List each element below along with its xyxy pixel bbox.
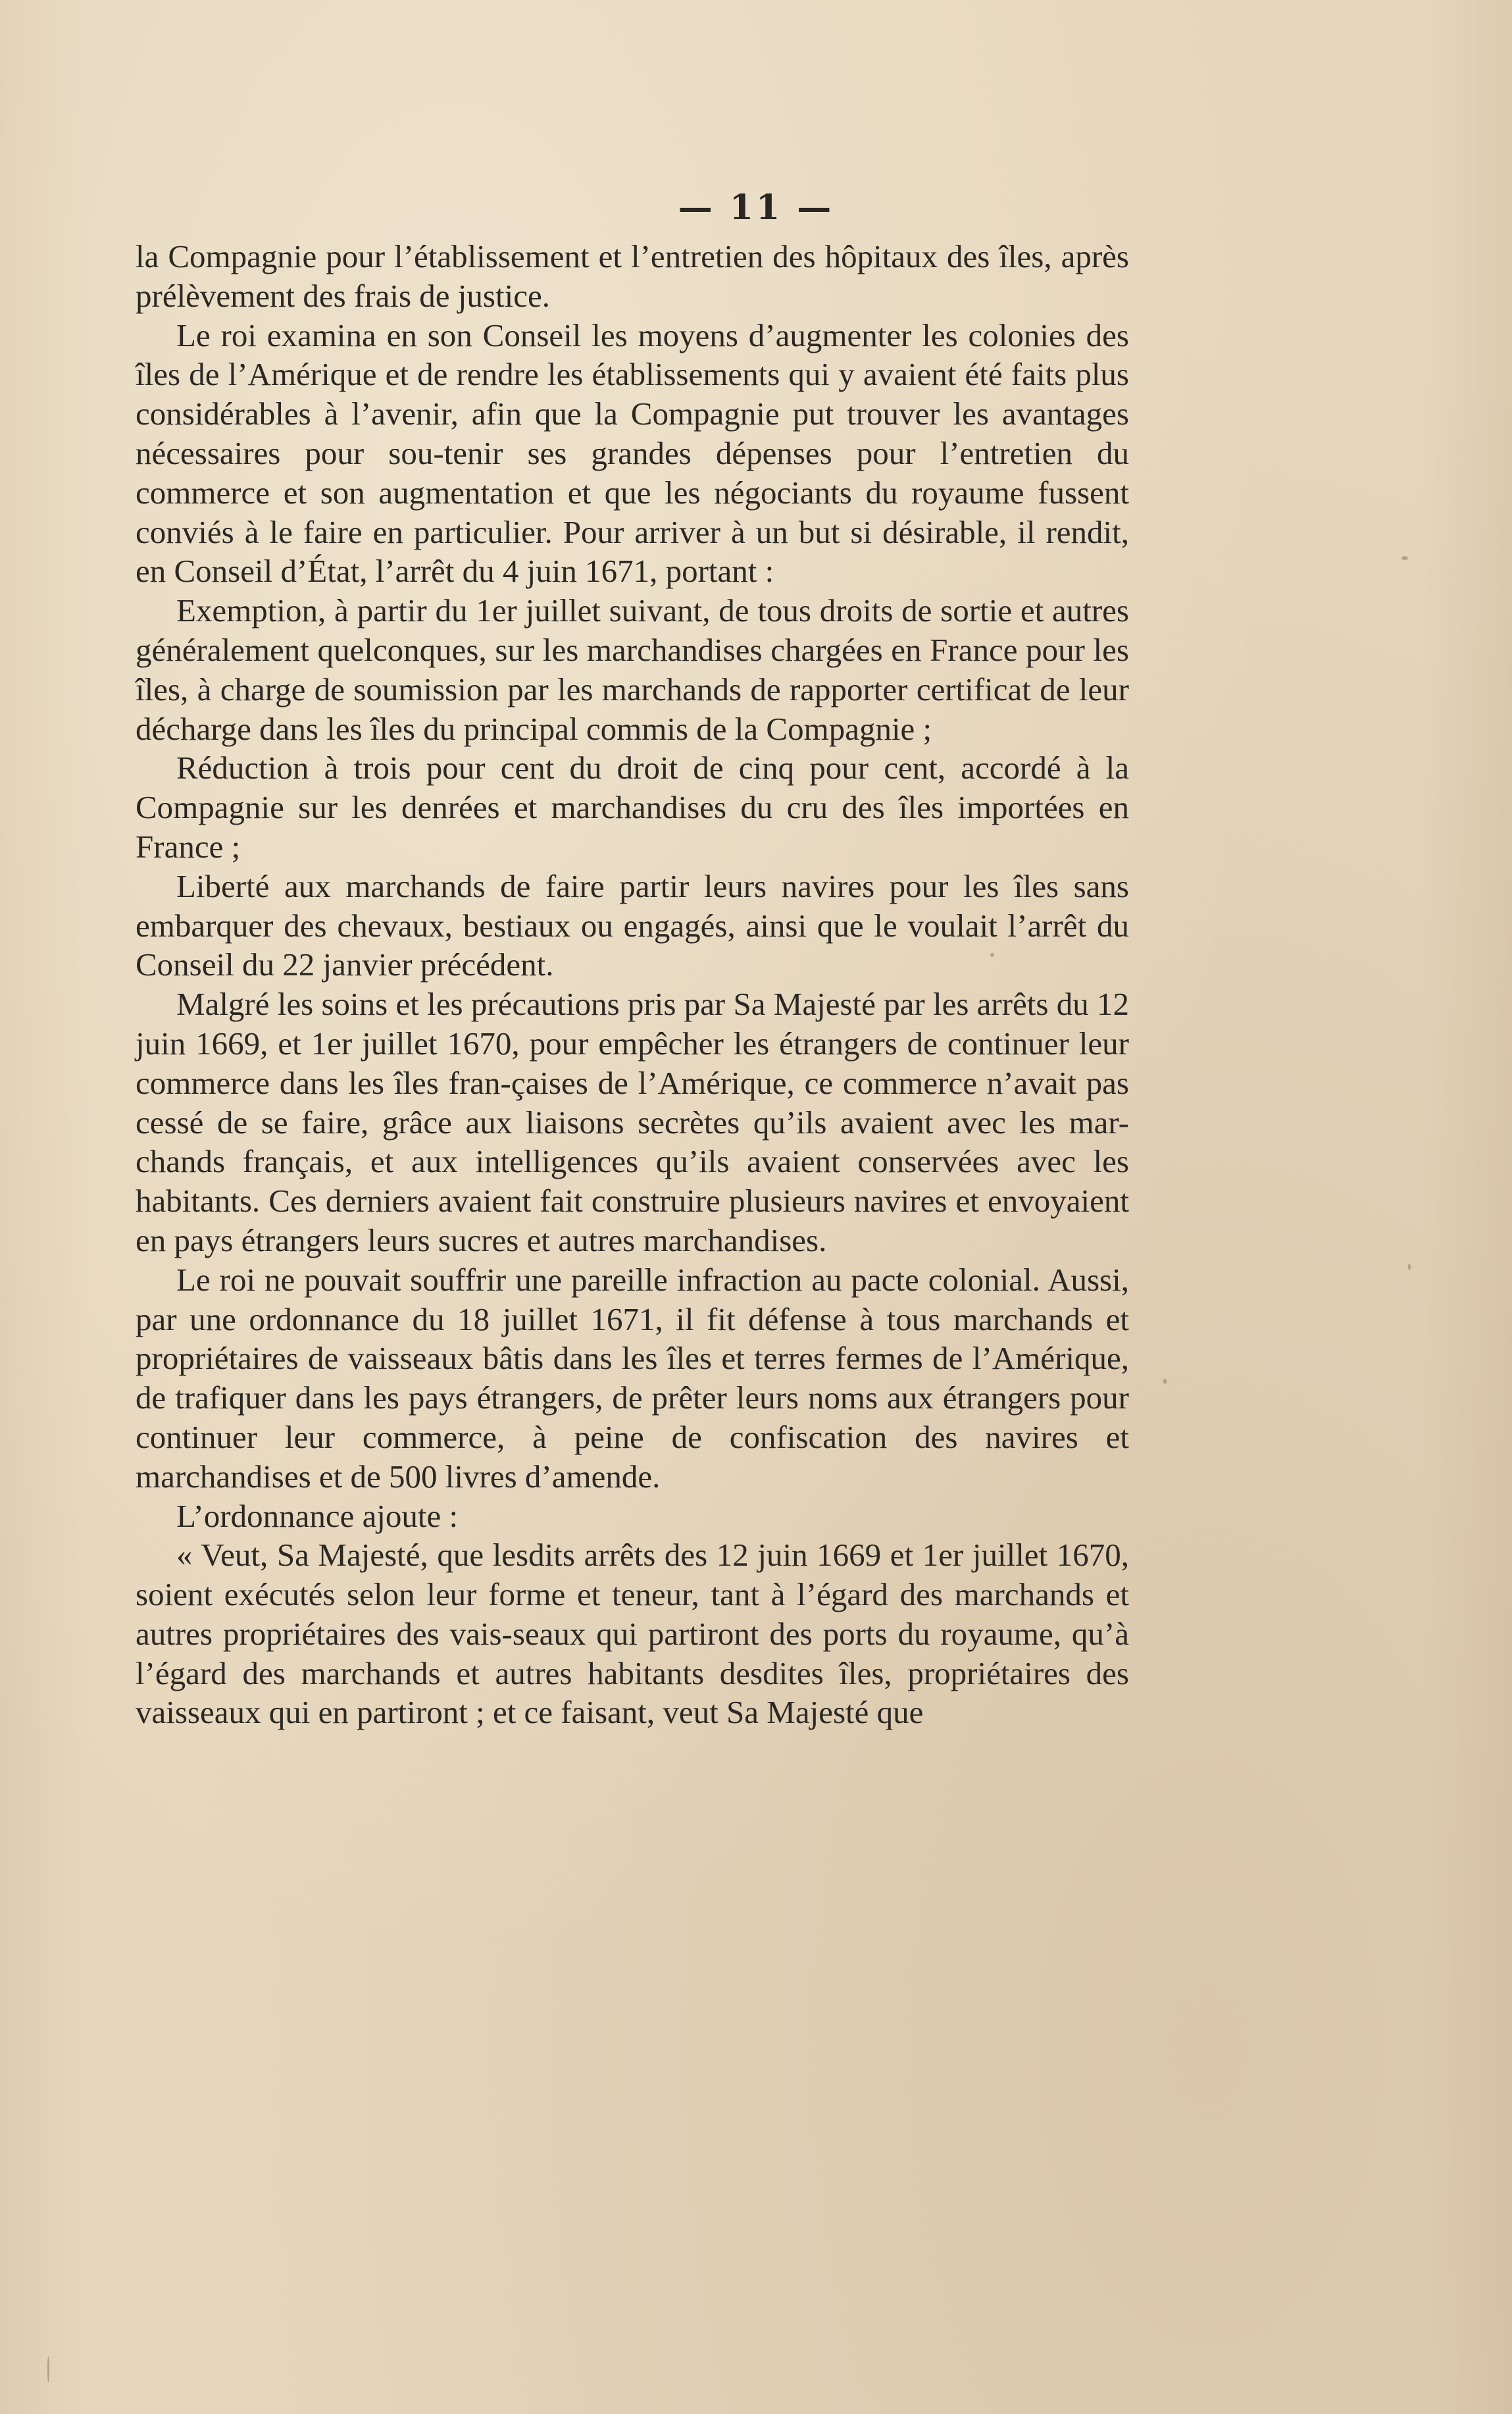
paper-speck — [990, 953, 994, 957]
paper-speck — [1408, 1264, 1411, 1270]
paragraph-5: Liberté aux marchands de faire partir leurs navires pour les îles sans embarquer des chevaux, bestiaux ou engagés, ainsi que le voulait l’arrêt du Conseil du 22 janvier précédent. — [136, 867, 1129, 983]
paper-speck — [47, 2356, 49, 2382]
paragraph-9: « Veut, Sa Majesté, que lesdits arrêts des 12 juin 1669 et 1er juillet 1670, soient exécutés selon leur forme et teneur, tant à l’égard des marchands et autres propriétaires des vais-seaux qui partiront des ports du royaume, qu’à l’égard des marchands et autres habitants desdites îles, propriétaires des vaisseaux qui en partiront ; et ce faisant, veut Sa Majesté que — [136, 1537, 1129, 1731]
paragraph-3: Exemption, à partir du 1er juillet suivant, de tous droits de sortie et autres généralement quelconques, sur les marchandises chargées en France pour les îles, à charge de soumission par les marchands de rapporter certificat de leur décharge dans les îles du principal commis de la Compagnie ; — [136, 592, 1129, 747]
paragraph-2: Le roi examina en son Conseil les moyens d’augmenter les colonies des îles de l’Amérique et de rendre les établissements qui y avaient été faits plus considérables à l’avenir, afin que la Compagnie put trouver les avantages nécessaires pour sou-tenir ses grandes dépenses pour l’entretien du commerce et son augmentation et que les négociants du royaume fussent conviés à le faire en particulier. Pour arriver à un but si désirable, il rendit, en Conseil d’État, l’arrêt du 4 juin 1671, portant : — [136, 317, 1129, 590]
paragraph-6: Malgré les soins et les précautions pris par Sa Majesté par les arrêts du 12 juin 1669, et 1er juillet 1670, pour empêcher les étrangers de continuer leur commerce dans les îles fran-çaises de l’Amérique, ce commerce n’avait pas cessé de se faire, grâce aux liaisons secrètes qu’ils avaient avec les mar-chands français, et aux intelligences qu’ils avaient conservées avec les habitants. Ces derniers avaient fait construire plusieurs navires et envoyaient en pays étrangers leurs sucres et autres marchandises. — [136, 986, 1129, 1258]
body-text — [136, 237, 1129, 1732]
paragraph-4: Réduction à trois pour cent du droit de cinq pour cent, accordé à la Compagnie sur les denrées et marchandises du cru des îles importées en France ; — [136, 750, 1129, 865]
paragraph-7: Le roi ne pouvait souffrir une pareille infraction au pacte colonial. Aussi, par une ordonnance du 18 juillet 1671, il fit défense à tous marchands et propriétaires de vaisseaux bâtis dans les îles et terres fermes de l’Amérique, de trafiquer dans les pays étrangers, de prêter leurs noms aux étrangers pour continuer leur commerce, à peine de confiscation des navires et marchandises et de 500 livres d’amende. — [136, 1261, 1129, 1495]
paragraph-1: la Compagnie pour l’établissement et l’entretien des hôpitaux des îles, après prélèvement des frais de justice. — [136, 238, 1129, 314]
paper-speck — [1401, 556, 1408, 560]
paragraph-8: L’ordonnance ajoute : — [176, 1497, 459, 1534]
page-number: — 11 — — [678, 188, 834, 228]
paper-speck — [1163, 1379, 1167, 1384]
